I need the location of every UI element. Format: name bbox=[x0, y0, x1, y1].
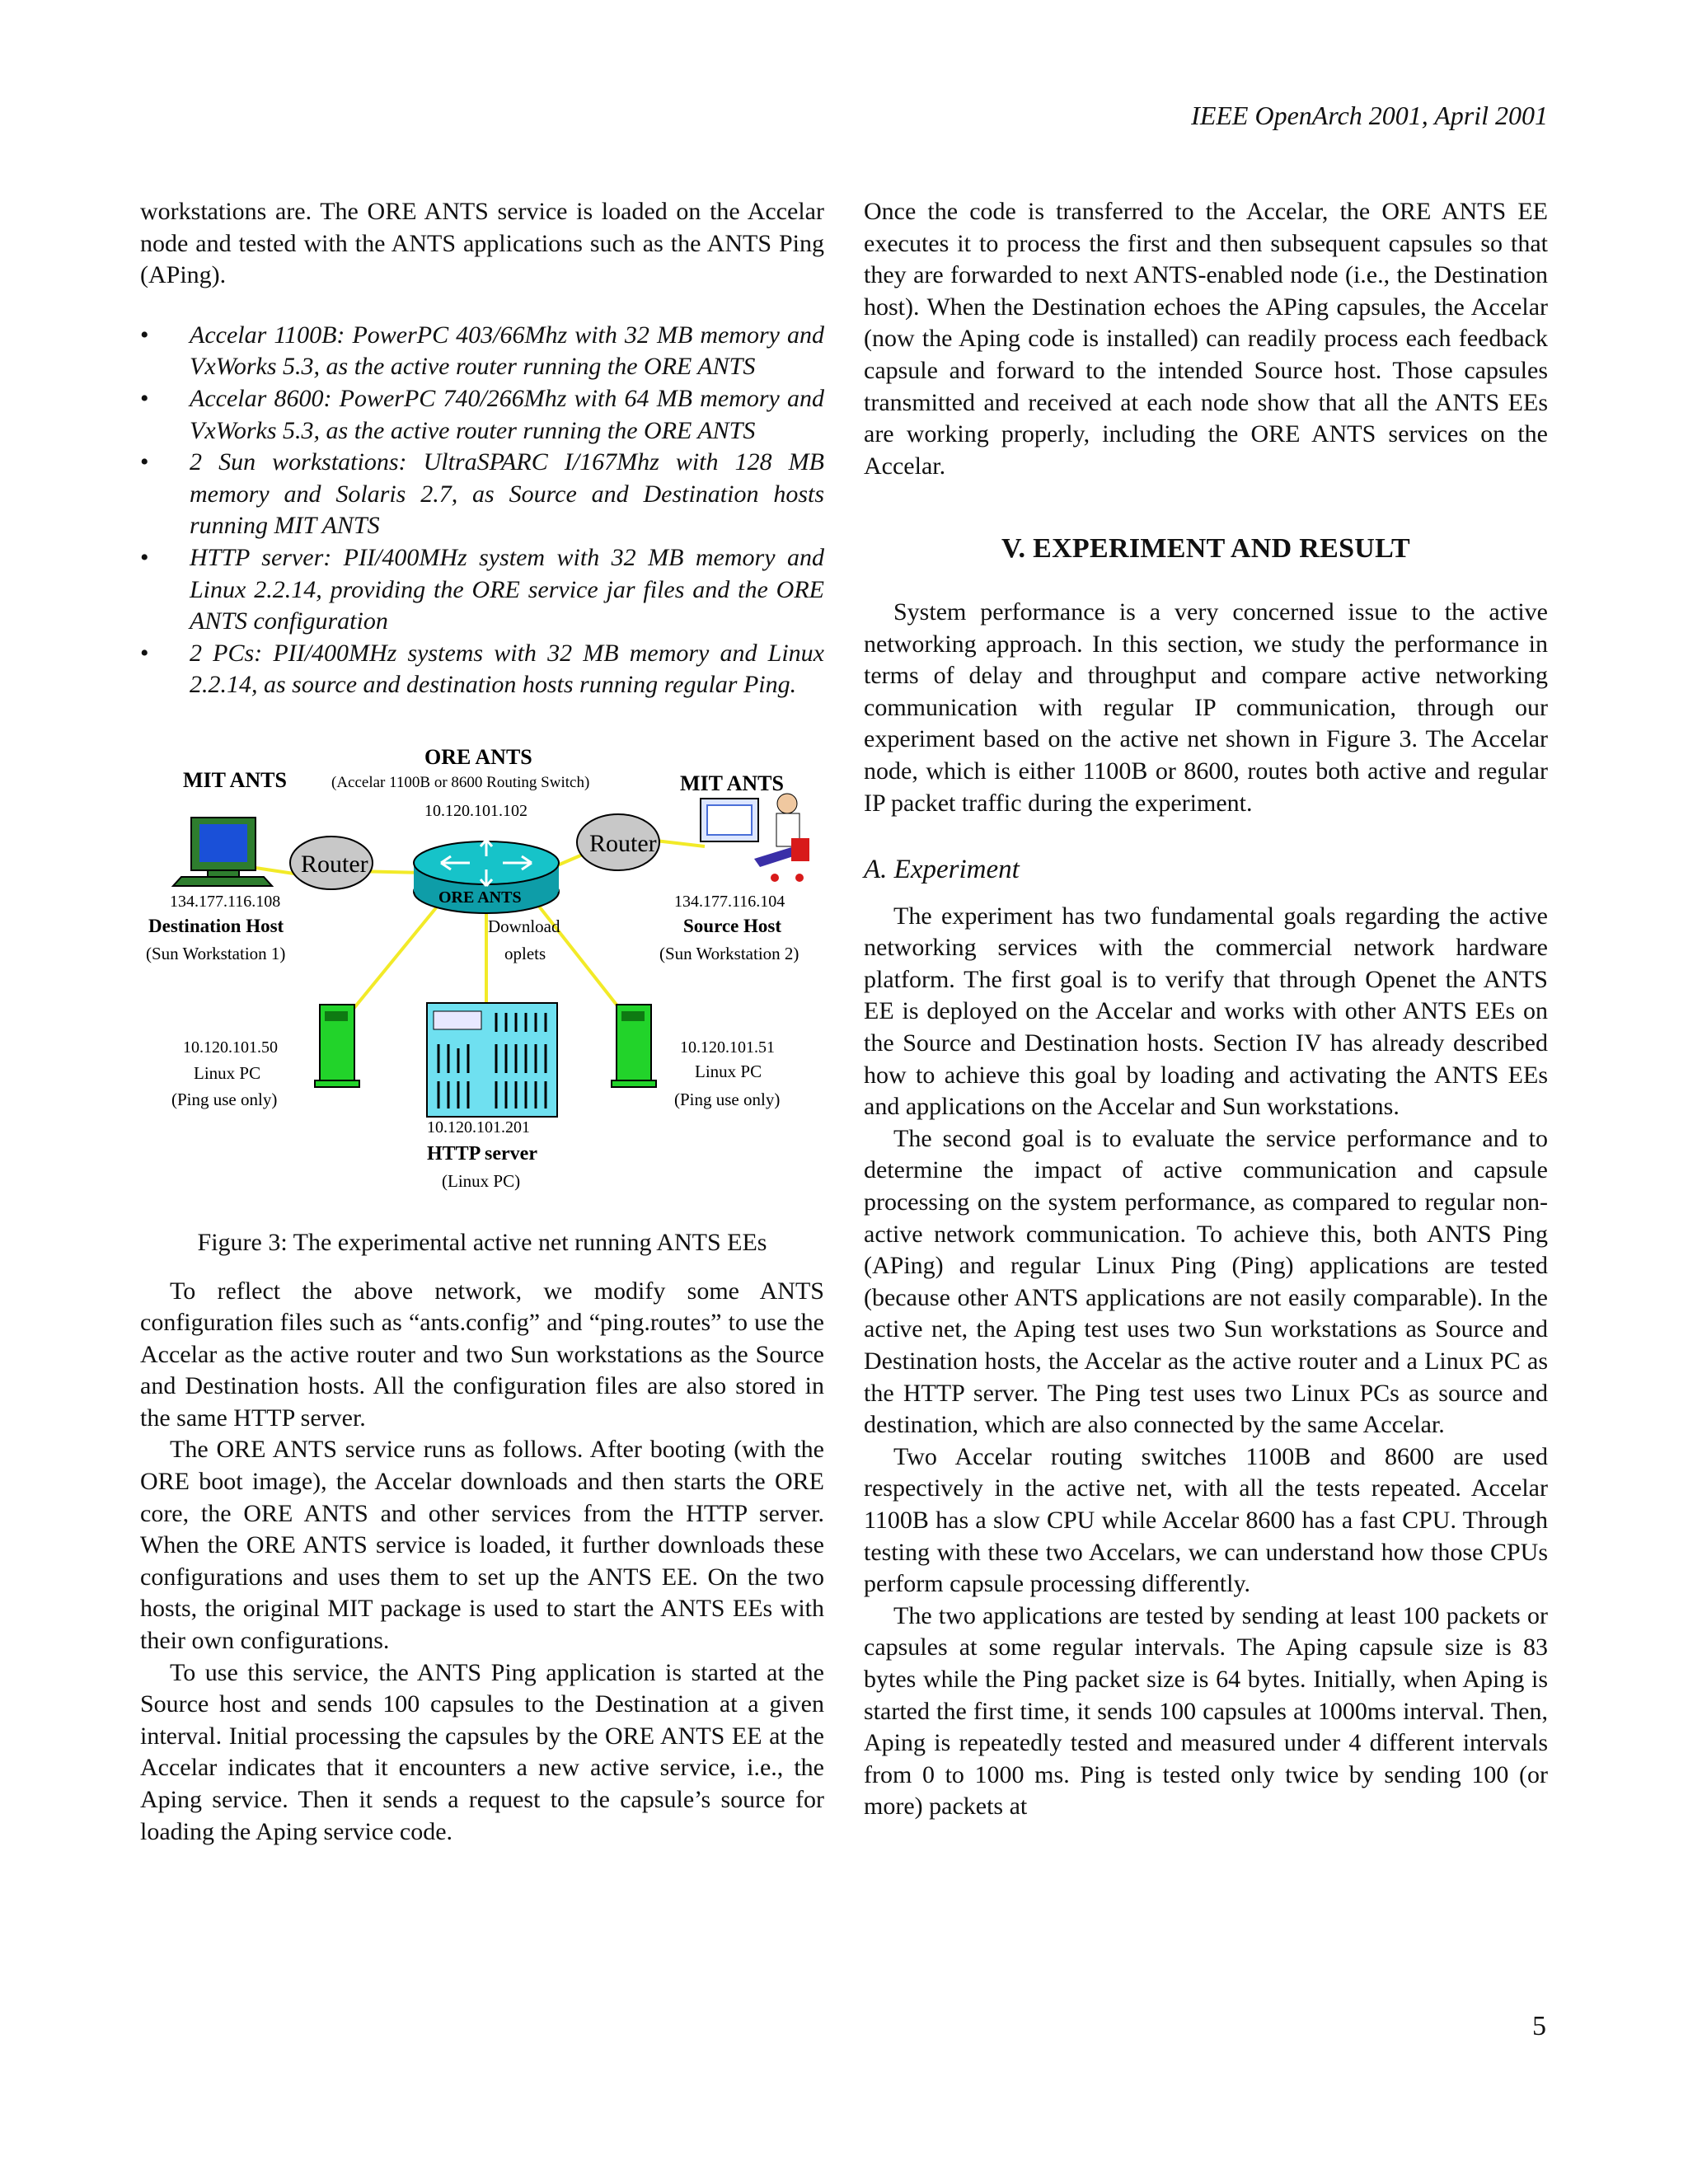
body-paragraph: The experiment has two fundamental goals regarding the active networking services with the commercial network hardware platform. The first goal is to verify that through Openet the ANTS EE is deployed on the Accelar and works with other ANTS EEs on the Source and Destination hosts. Section IV has already described how to achieve this goal by loading and activating the ANTS EEs and applications on the Accelar and Sun workstations. bbox=[864, 902, 1548, 1121]
router-cloud-icon bbox=[290, 837, 373, 889]
source-ip: 134.177.116.104 bbox=[674, 892, 785, 911]
right-column bbox=[864, 196, 1548, 1823]
bullet-item: • Accelar 1100B: PowerPC 403/66Mhz with 32 MB memory and VxWorks 5.3, as the active router running the ORE ANTS bbox=[140, 320, 824, 383]
router-cloud-icon bbox=[577, 814, 659, 870]
router-right-label: Router bbox=[589, 829, 657, 857]
http-ip: 10.120.101.201 bbox=[427, 1118, 530, 1137]
right-title: MIT ANTS bbox=[680, 771, 784, 795]
http-server-rack-icon bbox=[427, 1003, 557, 1117]
accelar-device-label: ORE ANTS bbox=[438, 888, 522, 907]
body-paragraph: Two Accelar routing switches 1100B and 8600 are used respectively in the active net, with all the tests repeated. Accelar 1100B has a slow CPU while Accelar 8600 has a fast CPU. Through testing with these two Accelars, we can understand how those CPUs perform capsule processing differently. bbox=[864, 1442, 1548, 1598]
linux-pc-tower-icon bbox=[315, 1005, 359, 1087]
center-ip: 10.120.101.102 bbox=[424, 801, 528, 820]
body-paragraph: The two applications are tested by sending at least 100 packets or capsules at some regular intervals. The Aping capsule size is 83 bytes while the Ping packet size is 64 bytes. Initially, when Aping is started the first time, it sends 100 capsules at 1000ms interval. Then, Aping is repeatedly tested and measured under 4 different intervals from 0 to 1000 ms. Ping is tested only twice by sending 100 (or more) packets at bbox=[864, 1601, 1548, 1821]
body-paragraph: The second goal is to evaluate the service performance and to determine the impact of active communication and capsule processing on the system performance, as compared to regular non-active network communication. To achieve this, both ANTS Ping (APing) and regular Linux Ping (Ping) applications are tested (because other ANTS applications are not easily comparable). In the active net, the Aping test uses two Sun workstations as Source and Destination hosts, the Accelar as the active router and a Linux PC as the HTTP server. The Ping test uses two Linux PCs as source and destination, which are also connected by the same Accelar. bbox=[864, 1124, 1548, 1439]
bullet-item: • HTTP server: PII/400MHz system with 32 MB memory and Linux 2.2.14, providing the ORE service jar files and the ORE ANTS configuration bbox=[140, 542, 824, 638]
router-left-label: Router bbox=[301, 850, 368, 878]
download-label-1: Download bbox=[488, 916, 560, 936]
pc-left-ip: 10.120.101.50 bbox=[183, 1038, 278, 1057]
source-desc: (Sun Workstation 2) bbox=[659, 943, 799, 963]
bullet-item: • Accelar 8600: PowerPC 740/266Mhz with 64 MB memory and VxWorks 5.3, as the active router running the ORE ANTS bbox=[140, 383, 824, 447]
subsection-heading: A. Experiment bbox=[864, 855, 1020, 885]
http-name: HTTP server bbox=[427, 1142, 537, 1165]
running-header: IEEE OpenArch 2001, April 2001 bbox=[1191, 101, 1548, 130]
download-label-2: oplets bbox=[504, 943, 546, 963]
network-diagram bbox=[140, 748, 824, 1217]
accelar-switch-icon bbox=[414, 840, 559, 913]
left-title: MIT ANTS bbox=[183, 767, 287, 792]
dest-desc: (Sun Workstation 1) bbox=[146, 943, 286, 963]
destination-workstation-icon bbox=[173, 818, 272, 886]
center-subtitle: (Accelar 1100B or 8600 Routing Switch) bbox=[331, 773, 590, 791]
source-name: Source Host bbox=[683, 915, 782, 936]
dest-ip: 134.177.116.108 bbox=[170, 892, 281, 911]
pc-left-name: Linux PC bbox=[194, 1062, 261, 1083]
continuation-paragraph: Once the code is transferred to the Accelar, the ORE ANTS EE executes it to process the first and then subsequent capsules so that they are forwarded to next ANTS-enabled node (i.e., the Destination host). When the Destination echoes the APing capsules, the Accelar (now the Aping code is installed) can readily process each feedback capsule and forward to the intended Source host. Those capsules transmitted and received at each node show that all the ANTS EEs are working properly, including the ORE ANTS services on the Accelar. bbox=[864, 198, 1548, 480]
page-number: 5 bbox=[1532, 2011, 1546, 2041]
intro-paragraph: workstations are. The ORE ANTS service is loaded on the Accelar node and tested with the ANTS applications such as the ANTS Ping (APing). bbox=[140, 198, 824, 289]
linux-pc-tower-icon bbox=[612, 1005, 656, 1087]
bullet-item: • 2 Sun workstations: UltraSPARC I/167Mhz with 128 MB memory and Solaris 2.7, as Source and Destination hosts running MIT ANTS bbox=[140, 447, 824, 542]
section-heading: V. EXPERIMENT AND RESULT bbox=[1001, 533, 1410, 565]
pc-left-desc: (Ping use only) bbox=[171, 1089, 278, 1109]
hardware-bullet-list bbox=[140, 320, 824, 701]
left-column bbox=[140, 196, 824, 1848]
pc-right-ip: 10.120.101.51 bbox=[680, 1038, 775, 1057]
bullet-item: • 2 PCs: PII/400MHz systems with 32 MB memory and Linux 2.2.14, as source and destination hosts running regular Ping. bbox=[140, 638, 824, 701]
body-paragraph: The ORE ANTS service runs as follows. After booting (with the ORE boot image), the Accelar downloads and then starts the ORE core, the ORE ANTS and other services from the HTTP server. When the ORE ANTS service is loaded, it further downloads these configurations and uses them to set up the ANTS EE. On the two hosts, the original MIT package is used to start the ANTS EEs with their own configurations. bbox=[140, 1436, 824, 1655]
body-paragraph: To use this service, the ANTS Ping application is started at the Source host and sends 100 capsules to the Destination at a given interval. Initial processing the capsules by the ORE ANTS EE at the Accelar indicates that it encounters a new active service, i.e., the Aping service. Then it sends a request to the capsule’s source for loading the Aping service code. bbox=[140, 1658, 824, 1845]
figure-caption: Figure 3: The experimental active net running ANTS EEs bbox=[197, 1228, 767, 1256]
network-figure bbox=[140, 748, 824, 1217]
body-paragraph: To reflect the above network, we modify some ANTS configuration files such as “ants.config” and “ping.routes” to use the Accelar as the active router and two Sun workstations as the Source and Destination hosts. All the configuration files are also stored in the same HTTP server. bbox=[140, 1277, 824, 1432]
dest-name: Destination Host bbox=[148, 915, 284, 936]
pc-right-desc: (Ping use only) bbox=[674, 1089, 781, 1109]
pc-right-name: Linux PC bbox=[695, 1061, 762, 1081]
center-title: ORE ANTS bbox=[424, 747, 532, 769]
section-intro-paragraph: System performance is a very concerned issue to the active networking approach. In this section, we study the performance in terms of delay and throughput and compare active networking communication with regular IP communication, through our experiment based on the active net shown in Figure 3. The Accelar node, which is either 1100B or 8600, routes both active and regular IP packet traffic during the experiment. bbox=[864, 598, 1548, 817]
http-desc: (Linux PC) bbox=[442, 1170, 521, 1191]
source-workstation-icon bbox=[701, 794, 809, 882]
